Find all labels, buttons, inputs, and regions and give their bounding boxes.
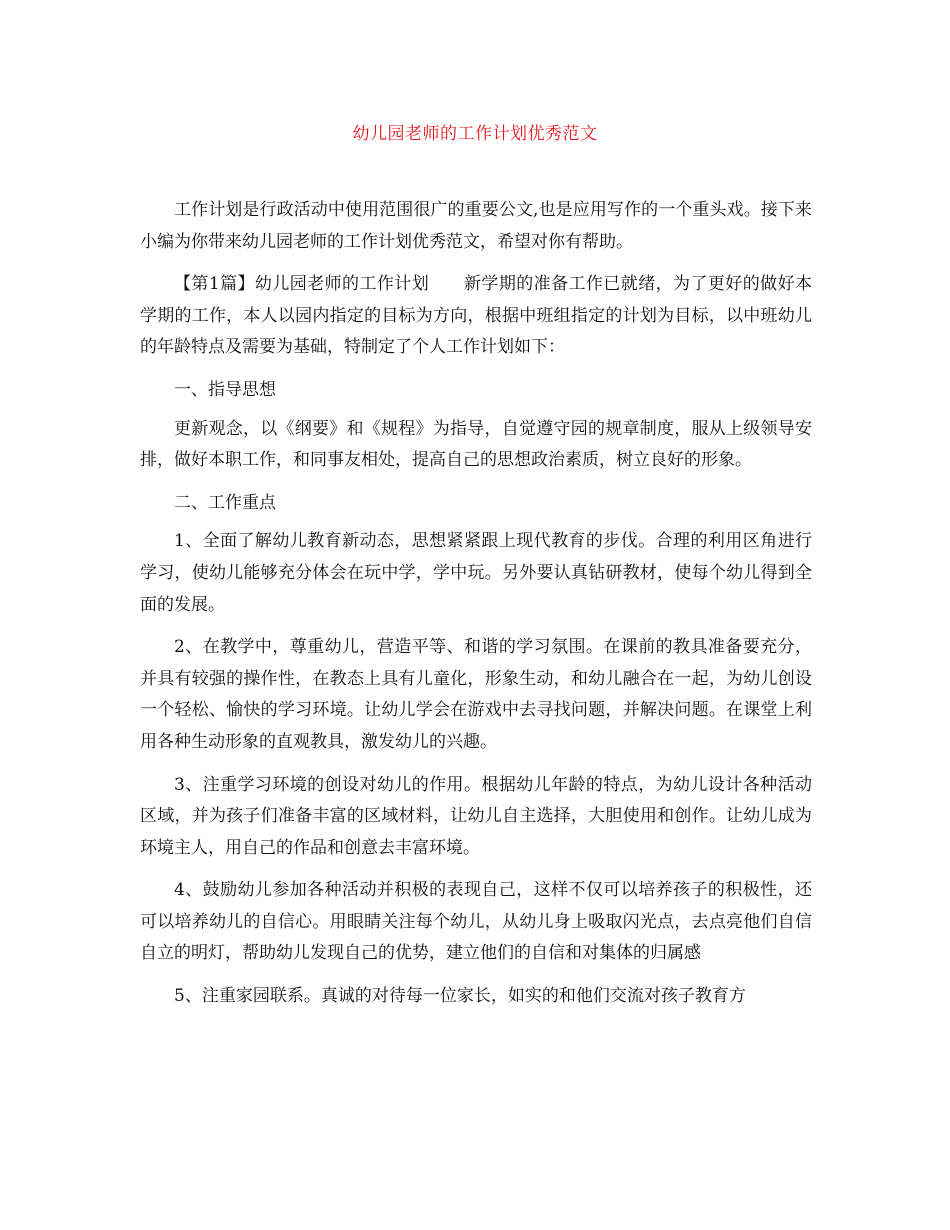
paragraph-chapter-1: 【第1篇】幼儿园老师的工作计划 新学期的准备工作已就绪，为了更好的做好本学期的工作，本人以园内指定的目标为方向，根据中班组指定的计划为目标，以中班幼儿的年龄特点及需要为基础，特制定了个人工作计划如下： [140, 274, 812, 358]
paragraph-point-2: 2、在教学中，尊重幼儿，营造平等、和谐的学习氛围。在课前的教具准备要充分，并具有较强的操作性，在教态上具有儿童化，形象生动，和幼儿融合在一起，为幼儿创设一个轻松、愉快的学习环境。让幼儿学会在游戏中去寻找问题，并解决问题。在课堂上利用各种生动形象的直观教具，激发幼儿的兴趣。 [140, 637, 812, 752]
document-title: 幼儿园老师的工作计划优秀范文 [352, 124, 598, 144]
paragraph-point-3: 3、注重学习环境的创设对幼儿的作用。根据幼儿年龄的特点，为幼儿设计各种活动区域，并为孩子们准备丰富的区域材料，让幼儿自主选择，大胆使用和创作。让幼儿成为环境主人，用自己的作品和创意去丰富环境。 [140, 774, 812, 858]
heading-work-focus: 二、工作重点 [174, 492, 276, 513]
paragraph-point-1: 1、全面了解幼儿教育新动态，思想紧紧跟上现代教育的步伐。合理的利用区角进行学习，使幼儿能够充分体会在玩中学，学中玩。另外要认真钻研教材，使每个幼儿得到全面的发展。 [140, 531, 812, 615]
paragraph-intro: 工作计划是行政活动中使用范围很广的重要公文,也是应用写作的一个重头戏。接下来小编为你带来幼儿园老师的工作计划优秀范文，希望对你有帮助。 [140, 200, 812, 252]
paragraph-guiding-thought: 更新观念，以《纲要》和《规程》为指导，自觉遵守园的规章制度，服从上级领导安排，做好本职工作，和同事友相处，提高自己的思想政治素质，树立良好的形象。 [140, 418, 812, 471]
heading-guiding-thought: 一、指导思想 [174, 379, 276, 400]
paragraph-point-4: 4、鼓励幼儿参加各种活动并积极的表现自己，这样不仅可以培养孩子的积极性，还可以培养幼儿的自信心。用眼睛关注每个幼儿，从幼儿身上吸取闪光点，去点亮他们自信自立的明灯，帮助幼儿发现自己的优势，建立他们的自信和对集体的归属感 [140, 880, 812, 964]
document-body [140, 195, 812, 1024]
paragraph-point-5: 5、注重家园联系。真诚的对待每一位家长，如实的和他们交流对孩子教育方 [174, 986, 746, 1007]
